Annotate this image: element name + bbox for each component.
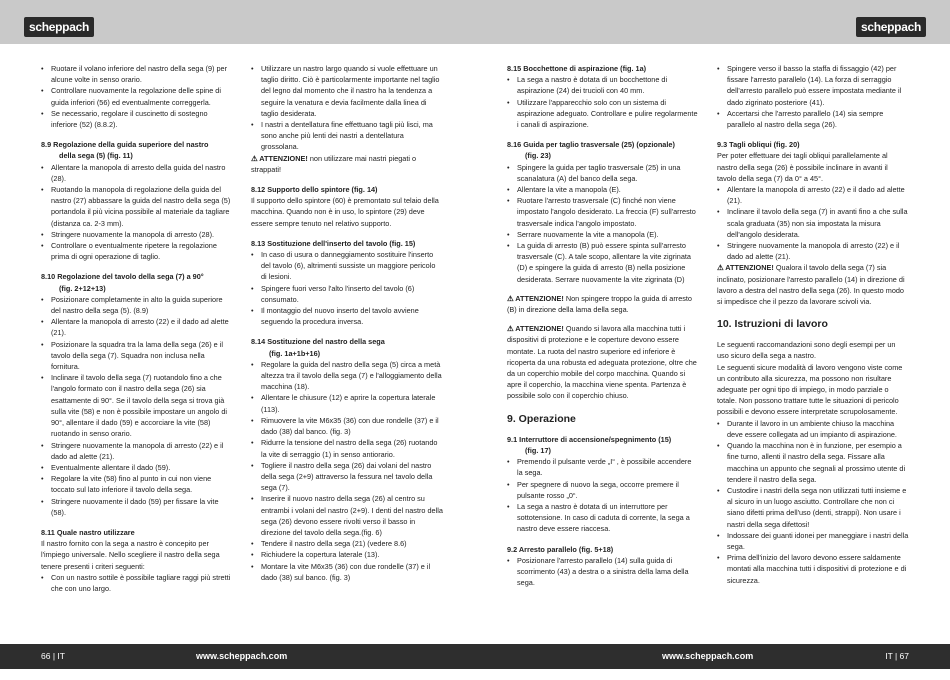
warning-paragraph <box>251 153 443 175</box>
brand-logo-right: scheppach <box>856 17 926 37</box>
list-item: • Allentare la vite a manopola (E). <box>507 184 699 195</box>
bullet-list <box>717 63 909 130</box>
bullet-list <box>41 63 233 130</box>
warning-paragraph <box>717 262 909 307</box>
warning-paragraph <box>507 293 699 315</box>
section-heading-cont: (fig. 23) <box>525 151 551 161</box>
section-heading: 9.2 Arresto parallelo (fig. 5+18) <box>507 544 614 554</box>
paragraph: Per poter effettuare dei tagli obliqui parallelamente al nastro della sega (26) è possibile inclinare in avanti il tavolo della sega (7) da 0° a 45°. <box>717 151 888 183</box>
bullet-list <box>507 74 699 130</box>
list-item: • Inserire il nuovo nastro della sega (26) al centro su entrambi i volani del nastro (2+9). I denti del nastro della sega (26) devono essere rivolti verso il basso in direzione del tavolo della sega.(fig. 6) <box>251 493 443 538</box>
paragraph: Il nastro fornito con la sega a nastro è concepito per l'impiego universale. Nello scegliere il nastro della sega tenere presenti i criteri seguenti: <box>41 539 220 571</box>
column-1 <box>41 63 233 594</box>
section-heading: 8.11 Quale nastro utilizzare <box>41 527 135 537</box>
column-4 <box>717 63 909 586</box>
paragraph: Il supporto dello spintore (60) è premontato sul telaio della macchina. Quando non è in uso, lo spintore (29) deve essere sempre tenuto nel relativo supporto. <box>251 196 439 228</box>
warning-text: non utilizzare mai nastri piegati o strappati! <box>251 153 417 174</box>
column-2 <box>251 63 443 583</box>
list-item: • Prima dell'inizio del lavoro devono essere saldamente montati alla macchina tutti i dispositivi di protezione e di sicurezza. <box>717 552 909 586</box>
list-item: • Inclinare il tavolo della sega (7) in avanti fino a che sulla scala graduata (35) non sia impostata la misura dell'angolo desiderata. <box>717 206 909 240</box>
list-item: • Se necessario, regolare il cuscinetto di sostegno inferiore (52) (8.8.2). <box>41 108 233 130</box>
list-item: • Stringere nuovamente la manopola di arresto (22) e il dado ad alette (21). <box>717 240 909 262</box>
list-item: • Indossare dei guanti idonei per maneggiare i nastri della sega. <box>717 530 909 552</box>
list-item: • Posizionare l'arresto parallelo (14) sulla guida di scorrimento (43) a destra o a sinistra della lama della sega. <box>507 555 699 589</box>
page-number-left: 66 | IT <box>41 651 65 661</box>
warning-paragraph <box>507 323 699 401</box>
list-item: • Spingere verso il basso la staffa di fissaggio (42) per fissare l'arresto parallelo (14). La forza di serraggio dell'arresto parallelo può essere impostata mediante il dado zigrinato posteriore (41). <box>717 63 909 108</box>
list-item: • Stringere nuovamente la manopola di arresto (22) e il dado ad alette (21). <box>41 440 233 462</box>
list-item: • La sega a nastro è dotata di un bocchettone di aspirazione (24) dei trucioli con 40 mm. <box>507 74 699 96</box>
section-heading-cont: (fig. 17) <box>525 445 551 455</box>
section-heading: 8.13 Sostituzione dell'inserto del tavolo (fig. 15) <box>251 238 416 248</box>
list-item: • Allentare la manopola di arresto (22) e il dado ad alette (21). <box>717 184 909 206</box>
list-item: • In caso di usura o danneggiamento sostituire l'inserto del tavolo (6), altrimenti sussiste un maggiore pericolo di lesioni. <box>251 249 443 283</box>
page-number-right: IT | 67 <box>885 651 909 661</box>
bullet-list <box>41 572 233 594</box>
list-item: • Con un nastro sottile è possibile tagliare raggi più stretti che con uno largo. <box>41 572 233 594</box>
list-item: • Ruotare l'arresto trasversale (C) finché non viene impostato l'angolo desiderato. La freccia (F) sull'arresto trasversale indica l'angolo impostato. <box>507 195 699 229</box>
list-item: • Stringere nuovamente la manopola di arresto (28). <box>41 229 233 240</box>
bullet-list <box>251 359 443 583</box>
paragraph: Le seguenti sicure modalità di lavoro vengono viste come un contributo alla sicurezza, ma possono non risultare adeguate per ogni tipo di impiego, in modo parziale o totale. Non possono trattare tutte le situazioni di pericolo possibili e devono essere interpretate scrupolosamente. <box>717 362 903 417</box>
list-item: • Spingere la guida per taglio trasversale (25) in una scanalatura (A) del banco della sega. <box>507 162 699 184</box>
section-heading-cont: della sega (5) (fig. 11) <box>59 151 133 161</box>
warning-text: Non spingere troppo la guida di arresto (B) in direzione della lama della sega. <box>507 293 692 315</box>
section-heading-cont: (fig. 2+12+13) <box>59 283 106 293</box>
warning-label: ⚠ ATTENZIONE! <box>251 153 308 163</box>
section-heading: 9.3 Tagli obliqui (fig. 20) <box>717 140 800 150</box>
header-bar <box>0 0 950 44</box>
list-item: • Controllare o eventualmente ripetere la regolazione prima di ogni operazione di taglio. <box>41 240 233 262</box>
column-3 <box>507 63 699 588</box>
list-item: • Tendere il nastro della sega (21) (vedere 8.6) <box>251 538 443 549</box>
bullet-list <box>251 63 443 153</box>
list-item: • Allentare la manopola di arresto (22) e il dado ad alette (21). <box>41 316 233 338</box>
list-item: • Quando la macchina non è in funzione, per esempio a fine turno, allenti il nastro della sega. Fissare alla macchina un appunto che segnali al prossimo utente di tendere il nastro della sega. <box>717 440 909 485</box>
list-item: • Il montaggio del nuovo inserto del tavolo avviene seguendo la procedura inversa. <box>251 305 443 327</box>
list-item: • Spingere fuori verso l'alto l'inserto del tavolo (6) consumato. <box>251 283 443 305</box>
bullet-list <box>41 294 233 518</box>
list-item: • Accertarsi che l'arresto parallelo (14) sia sempre parallelo al nastro della sega (26). <box>717 108 909 130</box>
list-item: • Eventualmente allentare il dado (59). <box>41 462 233 473</box>
bullet-list <box>251 249 443 327</box>
footer-bar <box>0 644 950 669</box>
website-link-right[interactable]: www.scheppach.com <box>662 651 754 661</box>
brand-logo-left: scheppach <box>24 17 94 37</box>
section-heading: 8.9 Regolazione della guida superiore del nastro <box>41 140 209 150</box>
list-item: • Stringere nuovamente il dado (59) per fissare la vite (58). <box>41 496 233 518</box>
list-item: • Durante il lavoro in un ambiente chiuso la macchina deve essere collegata ad un impianto di aspirazione. <box>717 418 909 440</box>
section-heading: 8.16 Guida per taglio trasversale (25) (opzionale) <box>507 140 675 150</box>
list-item: • Ruotare il volano inferiore del nastro della sega (9) per alcune volte in senso orario. <box>41 63 233 85</box>
chapter-heading: 10. Istruzioni di lavoro <box>717 318 828 331</box>
bullet-list <box>507 555 699 589</box>
list-item: • Rimuovere la vite M6x35 (36) con due rondelle (37) e il dado (38) dal banco. (fig. 3) <box>251 415 443 437</box>
warning-label: ⚠ ATTENZIONE! <box>507 293 564 303</box>
warning-label: ⚠ ATTENZIONE! <box>717 263 774 273</box>
list-item: • Posizionare completamente in alto la guida superiore del nastro della sega (5). (8.9) <box>41 294 233 316</box>
warning-label: ⚠ ATTENZIONE! <box>507 324 564 334</box>
warning-text: Qualora il tavolo della sega (7) sia inclinato, posizionare l'arresto parallelo (14) in direzione di lavoro a destra del nastro della sega (26). In questo modo si impedisce che il pezzo da lavorare scivoli via. <box>717 263 905 307</box>
list-item: • Inclinare il tavolo della sega (7) ruotandolo fino a che l'angolo formato con il nastro della sega (26) sia esattamente di 90°. Se il tavolo della sega si trova già sulla vite (58) e non è possibile impostare un angolo di 90°, allentare il dado (59) e accorciare la vite (58) ruotando in senso orario. <box>41 372 233 439</box>
list-item: • Richiudere la copertura laterale (13). <box>251 549 443 560</box>
section-heading: 8.15 Bocchettone di aspirazione (fig. 1a) <box>507 64 647 73</box>
list-item: • Custodire i nastri della sega non utilizzati tutti insieme e al sicuro in un luogo asciutto. Controllare che non ci siano difetti prima dell'uso (denti, strappi). Non usare i nastri della sega difettosi! <box>717 485 909 530</box>
list-item: • Ruotando la manopola di regolazione della guida del nastro (27) abbassare la guida del nastro della sega (5) portandola il più vicina possibile al materiale da tagliare (distanza ca. 2-3 mm). <box>41 184 233 229</box>
website-link-left[interactable]: www.scheppach.com <box>196 651 288 661</box>
list-item: • Regolare la vite (58) fino al punto in cui non viene toccato sul lato inferiore il tavolo della sega. <box>41 473 233 495</box>
bullet-list <box>507 162 699 285</box>
paragraph: Le seguenti raccomandazioni sono degli esempi per un uso sicuro della sega a nastro. <box>717 340 896 361</box>
bullet-list <box>717 184 909 262</box>
list-item: • Serrare nuovamente la vite a manopola (E). <box>507 229 699 240</box>
chapter-heading: 9. Operazione <box>507 412 576 425</box>
warning-text: Quando si lavora alla macchina tutti i dispositivi di protezione e le coperture devono essere montate. La ruota del nastro superiore ed inferiore è ricoperta da una robusta ed adeguata protezione, oltre che da un coperchio mobile del corpo macchina. Quando si apre il coperchio, la macchina viene spenta. Partenza è possibile solo con il coperchio chiuso. <box>507 324 697 401</box>
bullet-list <box>717 418 909 586</box>
list-item: • Premendo il pulsante verde „I“ , è possibile accendere la sega. <box>507 456 699 478</box>
list-item: • La sega a nastro è dotata di un interruttore per sottotensione. In caso di caduta di corrente, la sega a nastro deve essere riaccesa. <box>507 501 699 535</box>
section-heading: 8.12 Supporto dello spintore (fig. 14) <box>251 185 378 195</box>
list-item: • Togliere il nastro della sega (26) dai volani del nastro della sega (2+9) attraverso la fessura nel tavolo della sega (7). <box>251 460 443 494</box>
list-item: • I nastri a dentellatura fine effettuano tagli più lisci, ma sono anche più lenti dei nastri a dentellatura grossolana. <box>251 119 443 153</box>
list-item: • Allentare le chiusure (12) e aprire la copertura laterale (113). <box>251 392 443 414</box>
bullet-list <box>41 162 233 263</box>
list-item: • Per spegnere di nuovo la sega, occorre premere il pulsante rosso „0“. <box>507 479 699 501</box>
list-item: • Utilizzare l'apparecchio solo con un sistema di aspirazione adeguato. Controllare e pulire regolarmente i canali di aspirazione. <box>507 97 699 131</box>
section-heading: 9.1 Interruttore di accensione/spegnimento (15) <box>507 434 672 444</box>
list-item: • Utilizzare un nastro largo quando si vuole effettuare un taglio diritto. Ciò è particolarmente importante nel taglio del legno dal momento che il nastro ha la tendenza a seguire la venatura e devia facilmente dalla linea di taglio desiderata. <box>251 63 443 119</box>
section-heading-cont: (fig. 1a+1b+16) <box>269 348 321 358</box>
list-item: • Posizionare la squadra tra la lama della sega (26) e il tavolo della sega (7). Squadra non inclusa nella fornitura. <box>41 339 233 373</box>
list-item: • La guida di arresto (B) può essere spinta sull'arresto trasversale (C). A tale scopo, allentare la vite zigrinata (D) e spingere la guida di arresto (B) nella posizione desiderata. Serrare nuovamente la vite zigrinata (D) <box>507 240 699 285</box>
list-item: • Ridurre la tensione del nastro della sega (26) ruotando la vite di serraggio (1) in senso antiorario. <box>251 437 443 459</box>
list-item: • Controllare nuovamente la regolazione delle spine di guida inferiori (56) ed eventualmente correggerla. <box>41 85 233 107</box>
list-item: • Regolare la guida del nastro della sega (5) circa a metà altezza tra il tavolo della sega (7) e l'alloggiamento della macchina (18). <box>251 359 443 393</box>
list-item: • Allentare la manopola di arresto della guida del nastro (28). <box>41 162 233 184</box>
list-item: • Montare la vite M6x35 (36) con due rondelle (37) e il dado (38) sul banco. (fig. 3) <box>251 561 443 583</box>
section-heading: 8.10 Regolazione del tavolo della sega (7) a 90° <box>41 272 204 282</box>
bullet-list <box>507 456 699 534</box>
section-heading: 8.14 Sostituzione del nastro della sega <box>251 337 385 347</box>
